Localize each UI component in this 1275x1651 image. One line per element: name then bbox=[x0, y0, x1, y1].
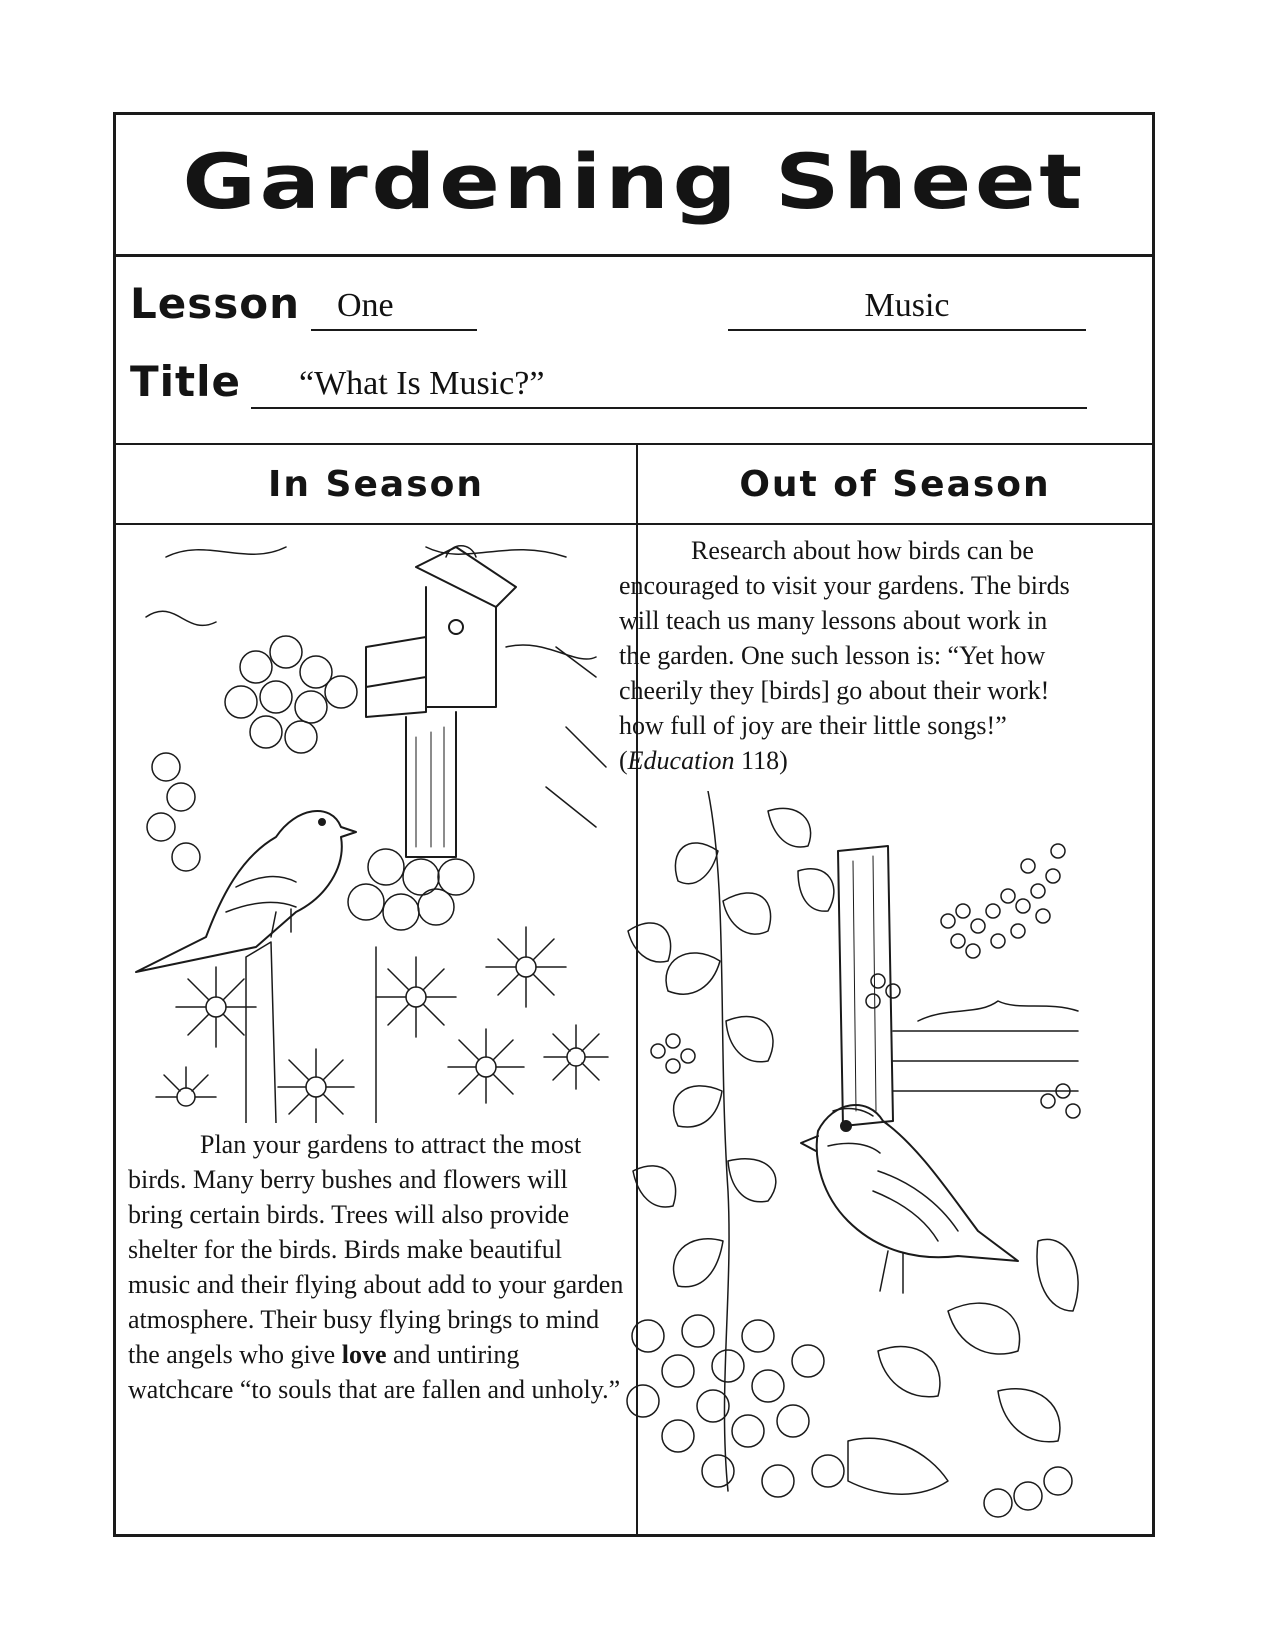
page-title: Gardening Sheet bbox=[182, 137, 1086, 226]
subject-field bbox=[728, 287, 1086, 331]
out-of-season-text bbox=[619, 533, 1079, 778]
lesson-number: One bbox=[337, 287, 394, 324]
lesson-title-field bbox=[251, 365, 1087, 409]
lesson-label: Lesson bbox=[130, 279, 301, 328]
in-season-text-part1: Plan your gardens to attract the most birds. Many berry bushes and flowers will bring certain birds. Trees will also provide shelter for the birds. Birds make beautiful music and their flying about add to your garden atmosphere. Their busy flying brings to mind the angels who give bbox=[128, 1130, 624, 1369]
title-label: Title bbox=[130, 357, 242, 406]
subject: Music bbox=[864, 287, 950, 324]
out-of-season-text-part1: Research about how birds can be encouraged to visit your gardens. The birds will teach us many lessons about work in the garden. One such lesson is: “Yet how cheerily they [birds] go about their work! how full of joy are their little songs!” ( bbox=[619, 536, 1070, 775]
out-of-season-text-italic: Education bbox=[627, 746, 735, 775]
lesson-info bbox=[116, 257, 1152, 445]
lesson-title: “What Is Music?” bbox=[299, 365, 545, 402]
in-season-text-part2: and untiring watchcare “to souls that are fallen and unholy.” bbox=[128, 1340, 621, 1404]
out-of-season-heading: Out of Season bbox=[638, 445, 1152, 525]
in-season-text bbox=[128, 1127, 624, 1407]
gardening-sheet bbox=[113, 112, 1155, 1537]
lesson-number-field bbox=[311, 287, 477, 331]
title-box bbox=[116, 115, 1152, 257]
out-of-season-text-part2: 118) bbox=[734, 746, 788, 775]
in-season-heading: In Season bbox=[116, 445, 636, 525]
in-season-text-bold: love bbox=[341, 1340, 387, 1369]
sparrow-berries-illustration bbox=[618, 791, 1092, 1529]
bluebird-birdhouse-illustration bbox=[126, 527, 614, 1123]
